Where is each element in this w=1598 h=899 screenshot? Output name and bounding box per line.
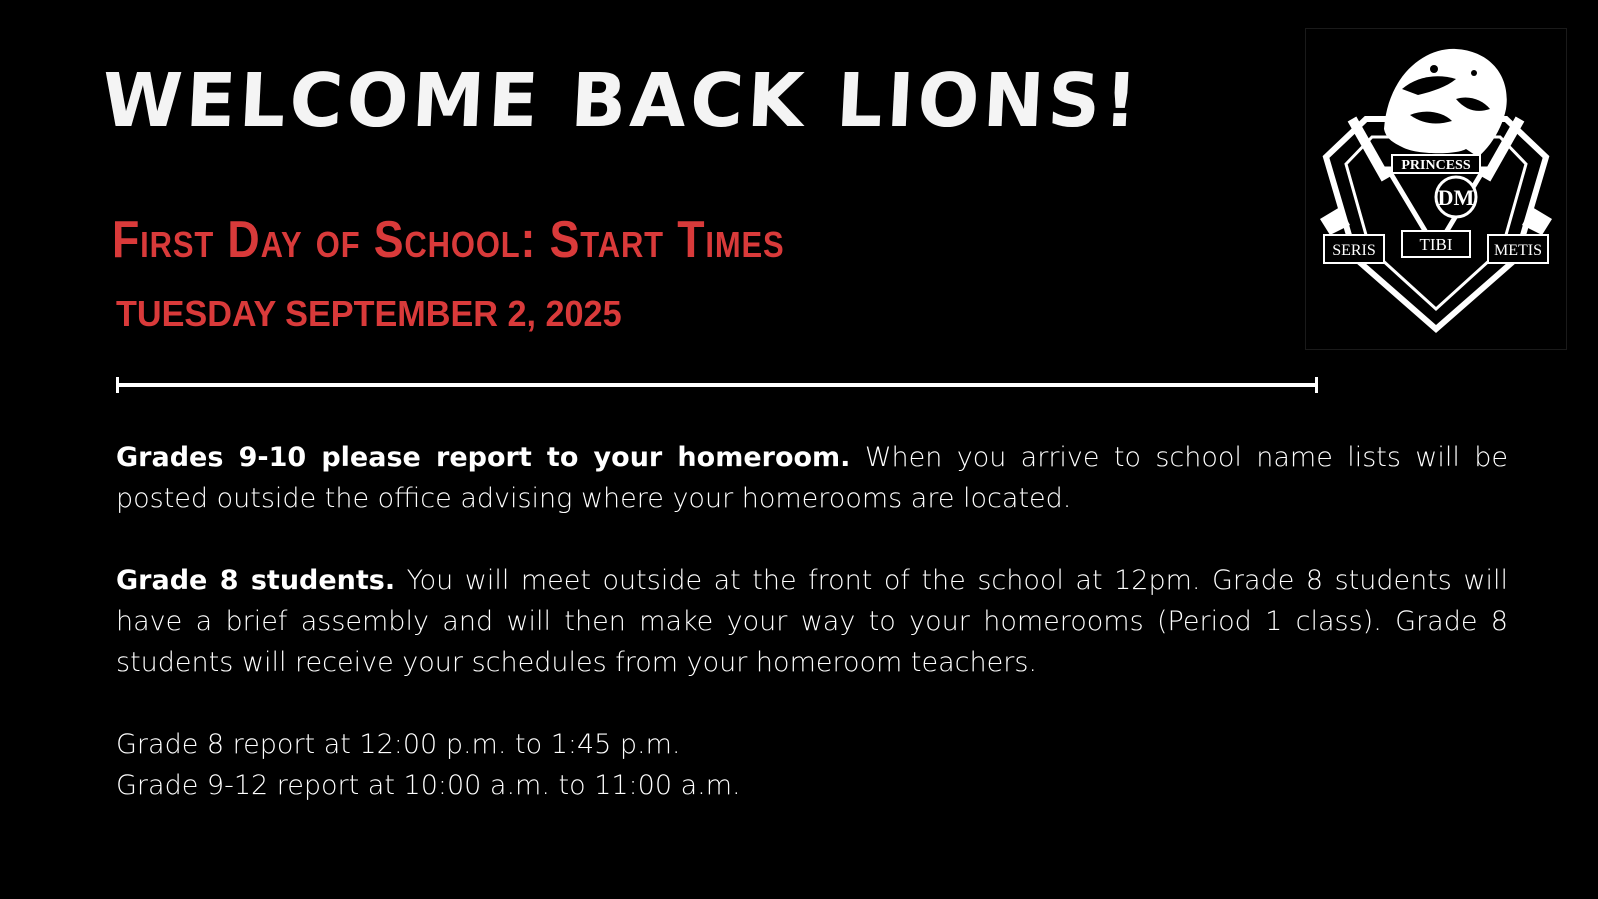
homeroom-text: When you arrive to school name lists will be posted outside the office advising where your homerooms are located. bbox=[116, 442, 1508, 514]
grade8-lead: Grade 8 students. bbox=[116, 565, 396, 596]
grade8-text: You will meet outside at the front of the school at 12pm. Grade 8 students will have a brief assembly and will then make your way to your homerooms (Period 1 class). Grade 8 students will receive your schedules from your homeroom teachers. bbox=[116, 565, 1508, 678]
crest-motto-left: SERIS bbox=[1332, 242, 1376, 259]
event-date: TUESDAY SEPTEMBER 2, 2025 bbox=[116, 293, 622, 334]
homeroom-paragraph bbox=[116, 437, 1508, 519]
grade8-paragraph bbox=[116, 560, 1508, 683]
crest-name-text: PRINCESS bbox=[1401, 158, 1471, 173]
report-times bbox=[116, 724, 1508, 806]
horizontal-divider bbox=[116, 383, 1318, 387]
homeroom-lead: Grades 9-10 please report to your homeroom. bbox=[116, 442, 851, 473]
school-crest-logo bbox=[1305, 28, 1567, 350]
crest-motto-center: TIBI bbox=[1419, 235, 1453, 254]
time-grade9-12: Grade 9-12 report at 10:00 a.m. to 11:00 a.m. bbox=[116, 770, 741, 801]
time-grade8: Grade 8 report at 12:00 p.m. to 1:45 p.m. bbox=[116, 729, 681, 760]
school-crest-lion-icon bbox=[1306, 29, 1566, 349]
crest-initials-text: DM bbox=[1437, 185, 1475, 210]
announcement-body bbox=[116, 437, 1508, 806]
section-subtitle: First Day of School: Start Times bbox=[112, 211, 785, 269]
crest-motto-right: METIS bbox=[1494, 242, 1542, 259]
page-title: WELCOME BACK LIONS! bbox=[99, 58, 1144, 144]
